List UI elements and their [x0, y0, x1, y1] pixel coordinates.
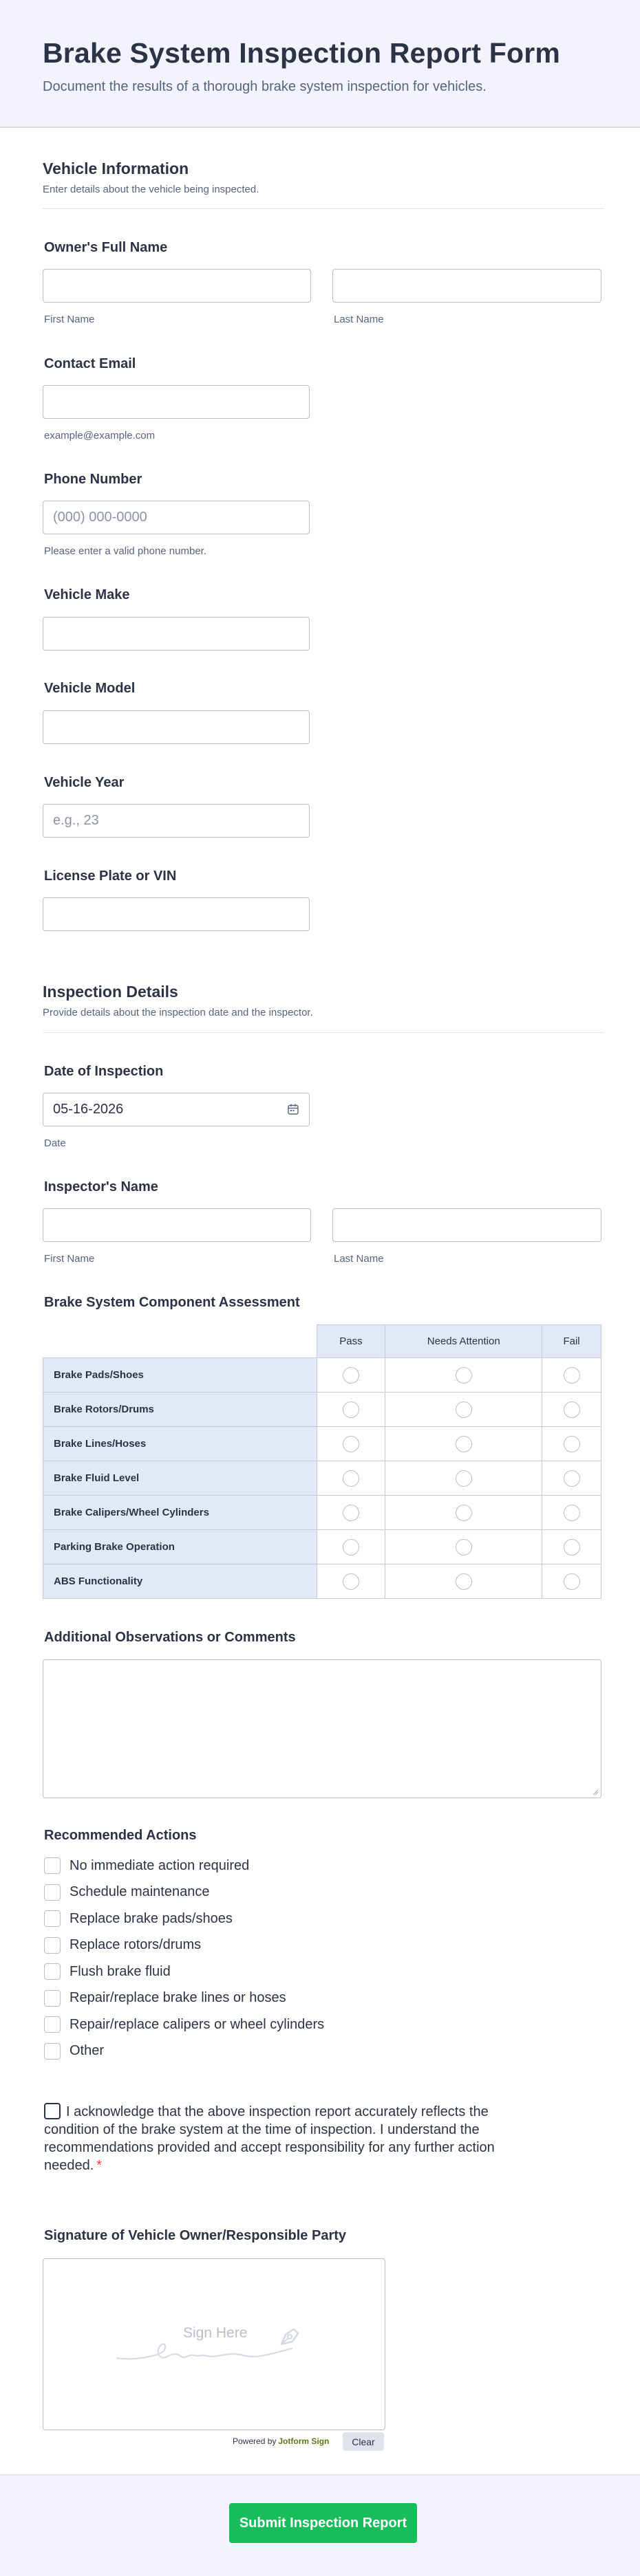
action-option[interactable]: [44, 1937, 201, 1954]
vehicle-model-label: Vehicle Model: [44, 681, 136, 696]
actions-label: Recommended Actions: [44, 1828, 197, 1843]
matrix-radio[interactable]: [564, 1470, 580, 1487]
action-checkbox[interactable]: [44, 1857, 61, 1874]
last-name-sublabel: Last Name: [334, 1253, 384, 1265]
matrix-row: [43, 1427, 601, 1461]
matrix-radio[interactable]: [343, 1539, 359, 1556]
matrix-cell: [542, 1530, 601, 1564]
action-checkbox[interactable]: [44, 2016, 61, 2033]
action-option-label: No immediate action required: [70, 1857, 250, 1873]
acknowledgement: [44, 2103, 540, 2174]
matrix-radio[interactable]: [456, 1401, 472, 1418]
matrix-cell: [385, 1564, 542, 1599]
matrix-row: [43, 1496, 601, 1530]
matrix-cell: [385, 1358, 542, 1393]
inspection-date-label: Date of Inspection: [44, 1064, 164, 1079]
action-option-label: Repair/replace calipers or wheel cylinders: [70, 2016, 325, 2032]
date-sublabel: Date: [44, 1137, 66, 1149]
last-name-sublabel: Last Name: [334, 314, 384, 325]
inspector-last-name-input[interactable]: [332, 1208, 601, 1242]
owner-first-name-input[interactable]: [43, 269, 311, 303]
matrix-cell: [317, 1393, 385, 1427]
form-title: Brake System Inspection Report Form: [43, 37, 561, 69]
matrix-cell: [385, 1461, 542, 1496]
matrix-radio[interactable]: [343, 1573, 359, 1590]
action-option-label: Replace rotors/drums: [70, 1937, 202, 1952]
matrix-radio[interactable]: [564, 1367, 580, 1384]
matrix-row-label: Brake Rotors/Drums: [43, 1393, 317, 1427]
matrix-radio[interactable]: [456, 1367, 472, 1384]
assessment-matrix: [43, 1324, 601, 1599]
vehicle-model-input[interactable]: [43, 710, 310, 744]
matrix-radio[interactable]: [343, 1401, 359, 1418]
phone-sublabel: Please enter a valid phone number.: [44, 545, 206, 557]
vehicle-make-input[interactable]: [43, 617, 310, 651]
powered-by: [233, 2436, 329, 2446]
matrix-cell: [385, 1530, 542, 1564]
license-label: License Plate or VIN: [44, 869, 177, 884]
action-option-label: Replace brake pads/shoes: [70, 1910, 233, 1926]
matrix-cell: [385, 1496, 542, 1530]
vehicle-year-placeholder: e.g., 23: [53, 813, 99, 828]
action-option-label: Other: [70, 2043, 105, 2058]
vehicle-year-input[interactable]: [43, 804, 310, 838]
matrix-cell: [317, 1461, 385, 1496]
matrix-cell: [317, 1530, 385, 1564]
form-footer: [0, 2474, 640, 2576]
action-checkbox[interactable]: [44, 1937, 61, 1954]
section-title: Inspection Details: [43, 983, 178, 1001]
action-option[interactable]: [44, 1990, 286, 2007]
matrix-row-label: Brake Calipers/Wheel Cylinders: [43, 1496, 317, 1530]
action-option[interactable]: [44, 2016, 324, 2033]
powered-by-text: Powered by: [233, 2436, 277, 2446]
calendar-icon[interactable]: [287, 1103, 299, 1115]
matrix-radio[interactable]: [564, 1401, 580, 1418]
matrix-radio[interactable]: [564, 1573, 580, 1590]
resize-grip-icon[interactable]: [592, 1789, 599, 1795]
action-checkbox[interactable]: [44, 1910, 61, 1927]
matrix-radio[interactable]: [564, 1436, 580, 1452]
matrix-cell: [317, 1496, 385, 1530]
matrix-radio[interactable]: [564, 1539, 580, 1556]
section-title: Vehicle Information: [43, 160, 189, 177]
matrix-radio[interactable]: [343, 1436, 359, 1452]
signature-placeholder: Sign Here: [183, 2325, 248, 2341]
matrix-label: Brake System Component Assessment: [44, 1295, 300, 1310]
jotform-sign-brand[interactable]: Jotform Sign: [278, 2436, 330, 2446]
matrix-column-header: Pass: [317, 1325, 385, 1358]
matrix-cell: [542, 1358, 601, 1393]
matrix-cell: [542, 1564, 601, 1599]
matrix-radio[interactable]: [456, 1539, 472, 1556]
section-subtitle: Enter details about the vehicle being inspected.: [43, 184, 259, 195]
section-divider: [43, 208, 604, 209]
form-header: [0, 0, 640, 128]
action-option[interactable]: [44, 2043, 104, 2060]
inspection-date-value: 05-16-2026: [53, 1102, 124, 1117]
matrix-radio[interactable]: [343, 1505, 359, 1521]
signature-label: Signature of Vehicle Owner/Responsible Party: [44, 2228, 347, 2243]
action-checkbox[interactable]: [44, 1963, 61, 1980]
matrix-row: [43, 1461, 601, 1496]
matrix-radio[interactable]: [456, 1470, 472, 1487]
action-option[interactable]: [44, 1910, 233, 1927]
inspector-first-name-input[interactable]: [43, 1208, 311, 1242]
observations-textarea[interactable]: [43, 1659, 601, 1798]
contact-email-label: Contact Email: [44, 356, 136, 371]
matrix-row-label: Brake Lines/Hoses: [43, 1427, 317, 1461]
owner-last-name-input[interactable]: [332, 269, 601, 303]
matrix-column-header: Needs Attention: [385, 1325, 542, 1358]
matrix-row-label: Parking Brake Operation: [43, 1530, 317, 1564]
action-option[interactable]: [44, 1857, 249, 1874]
matrix-row-label: ABS Functionality: [43, 1564, 317, 1599]
matrix-cell: [385, 1393, 542, 1427]
action-checkbox[interactable]: [44, 1990, 61, 2007]
observations-label: Additional Observations or Comments: [44, 1630, 296, 1645]
matrix-row-label: Brake Fluid Level: [43, 1461, 317, 1496]
inspector-name-label: Inspector's Name: [44, 1179, 158, 1194]
section-subtitle: Provide details about the inspection date and the inspector.: [43, 1007, 313, 1018]
matrix-cell: [385, 1427, 542, 1461]
action-option[interactable]: [44, 1963, 171, 1980]
clear-signature-button[interactable]: Clear: [343, 2432, 384, 2451]
matrix-row: [43, 1358, 601, 1393]
matrix-radio[interactable]: [564, 1505, 580, 1521]
matrix-radio[interactable]: [456, 1505, 472, 1521]
matrix-cell: [542, 1427, 601, 1461]
vehicle-section-header: [43, 160, 604, 195]
matrix-cell: [542, 1461, 601, 1496]
matrix-row: [43, 1393, 601, 1427]
pen-nib-icon: [276, 2322, 303, 2350]
vehicle-year-label: Vehicle Year: [44, 775, 125, 790]
action-option-label: Flush brake fluid: [70, 1963, 171, 1979]
action-option-label: Repair/replace brake lines or hoses: [70, 1990, 286, 2005]
submit-button[interactable]: Submit Inspection Report: [229, 2503, 417, 2543]
inspection-section-header: [43, 983, 604, 1018]
phone-placeholder: (000) 000-0000: [53, 510, 147, 525]
acknowledgement-text: I acknowledge that the above inspection report accurately reflects the condition of the brake system at the time of inspection. I understand the recommendations provided and accept responsibility for any further action needed.: [44, 2104, 495, 2173]
matrix-cell: [317, 1564, 385, 1599]
matrix-column-header: Fail: [542, 1325, 601, 1358]
matrix-corner: [43, 1325, 317, 1358]
required-mark: *: [96, 2158, 103, 2173]
matrix-radio[interactable]: [343, 1470, 359, 1487]
vehicle-make-label: Vehicle Make: [44, 587, 130, 602]
license-input[interactable]: [43, 897, 310, 931]
email-sublabel: example@example.com: [44, 430, 156, 441]
action-option-label: Schedule maintenance: [70, 1884, 210, 1899]
phone-input[interactable]: [43, 501, 310, 534]
owner-name-label: Owner's Full Name: [44, 240, 168, 255]
matrix-row: [43, 1530, 601, 1564]
form-subtitle: Document the results of a thorough brake system inspection for vehicles.: [43, 79, 487, 94]
signature-pad[interactable]: [43, 2258, 385, 2430]
action-option[interactable]: [44, 1884, 209, 1901]
matrix-radio[interactable]: [343, 1367, 359, 1384]
action-checkbox[interactable]: [44, 1884, 61, 1901]
action-checkbox[interactable]: [44, 2043, 61, 2060]
matrix-cell: [542, 1393, 601, 1427]
phone-label: Phone Number: [44, 472, 142, 487]
matrix-cell: [542, 1496, 601, 1530]
matrix-cell: [317, 1427, 385, 1461]
first-name-sublabel: First Name: [44, 314, 95, 325]
inspection-date-input[interactable]: [43, 1093, 310, 1126]
matrix-row-label: Brake Pads/Shoes: [43, 1358, 317, 1393]
matrix-radio[interactable]: [456, 1573, 472, 1590]
matrix-cell: [317, 1358, 385, 1393]
first-name-sublabel: First Name: [44, 1253, 95, 1265]
acknowledgement-checkbox[interactable]: [44, 2103, 61, 2119]
email-field[interactable]: [43, 385, 310, 419]
section-divider: [43, 1032, 604, 1033]
matrix-row: [43, 1564, 601, 1599]
matrix-radio[interactable]: [456, 1436, 472, 1452]
